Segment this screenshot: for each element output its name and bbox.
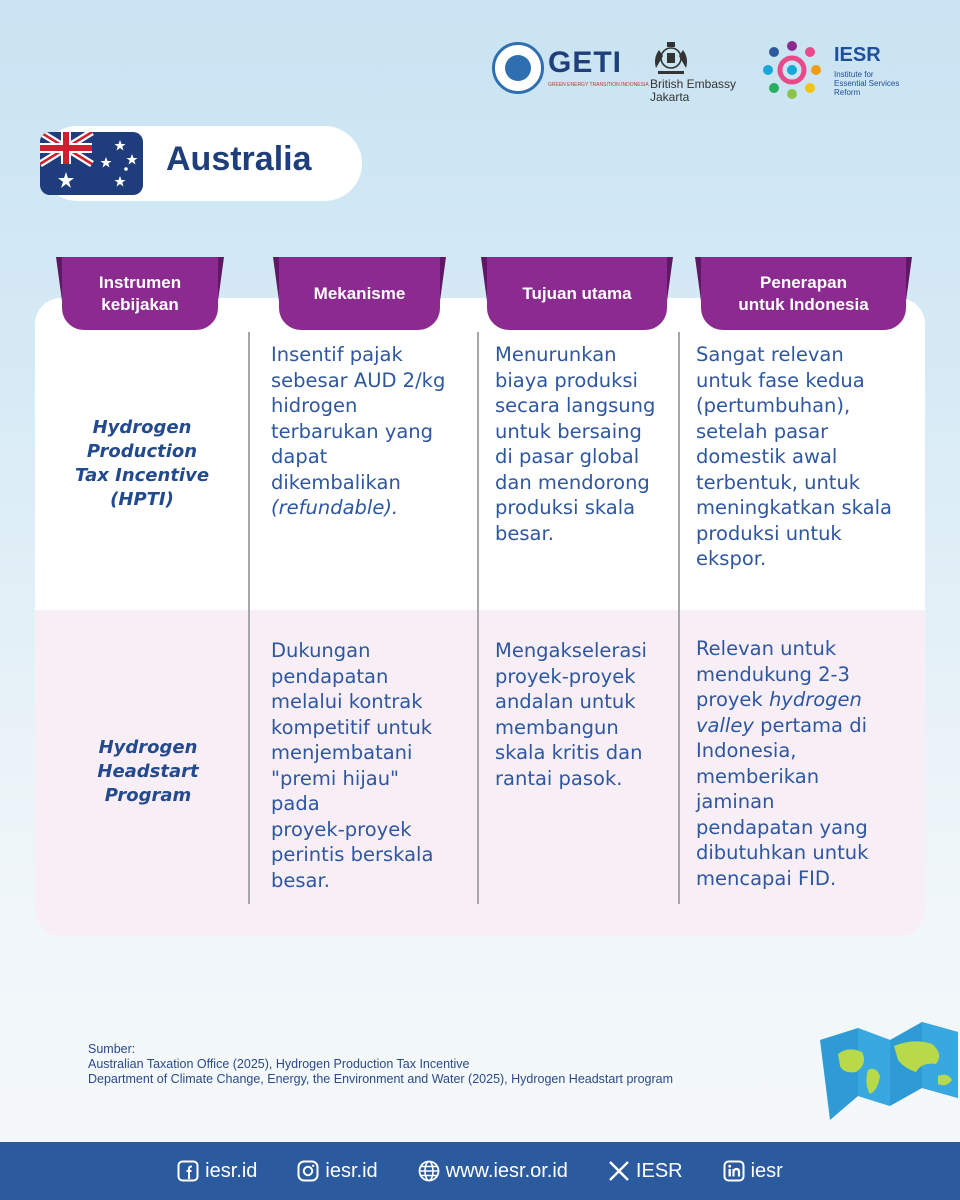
row-1-goal: Menurunkan biaya produksi secara langsung untuk bersaing di pasar global dan mendorong produksi skala besar.	[495, 343, 656, 545]
column-header-application: Penerapan untuk Indonesia	[701, 257, 906, 330]
footer-link-linkedin[interactable]: iesr	[723, 1160, 783, 1183]
column-divider	[678, 332, 680, 904]
x-icon	[608, 1160, 630, 1182]
column-divider	[248, 332, 250, 904]
linkedin-icon	[723, 1160, 745, 1182]
column-header-mechanism: Mekanisme	[279, 257, 440, 330]
footer-bar	[0, 1142, 960, 1200]
footer-link-website[interactable]: www.iesr.or.id	[418, 1160, 568, 1183]
globe-icon	[418, 1160, 440, 1182]
row-1-mechanism: Insentif pajak sebesar AUD 2/kg hidrogen terbarukan yang dapat dikembalikan (refundable).	[271, 343, 446, 519]
geti-logo-text: GETI	[548, 46, 623, 79]
row-1-application: Sangat relevan untuk fase kedua (pertumbuhan), setelah pasar domestik awal terbentuk, untuk meningkatkan skala produksi untuk ekspor.	[696, 343, 892, 570]
iesr-logo-icon	[760, 38, 824, 102]
british-embassy-logo: British Embassy Jakarta	[650, 77, 737, 104]
world-map-icon	[818, 1010, 960, 1128]
geti-logo-icon	[492, 42, 544, 94]
country-title: Australia	[166, 140, 312, 178]
partner-logos	[490, 38, 930, 108]
row-2-mechanism: Dukungan pendapatan melalui kontrak kompetitif untuk menjembatani "premi hijau" pada proyek-proyek perintis berskala besar.	[271, 639, 434, 892]
iesr-logo-subtitle: Institute for Essential Services Reform	[834, 70, 900, 97]
column-divider	[477, 332, 479, 904]
column-header-instrument: Instrumen kebijakan	[62, 257, 218, 330]
footer-link-x[interactable]: IESR	[608, 1160, 683, 1183]
instagram-icon	[297, 1160, 319, 1182]
row-2-application: Relevan untuk mendukung 2-3 proyek hydrogen valley pertama di Indonesia, memberikan jaminan pendapatan yang dibutuhkan untuk mencapai FID.	[696, 637, 869, 890]
iesr-logo-text: IESR	[834, 44, 881, 66]
footer-link-facebook[interactable]: iesr.id	[177, 1160, 257, 1183]
source-note: Sumber: Australian Taxation Office (2025), Hydrogen Production Tax Incentive Department of Climate Change, Energy, the Environment and Water (2025), Hydrogen Headstart program	[88, 1042, 674, 1086]
column-header-goal: Tujuan utama	[487, 257, 667, 330]
row-2-instrument: Hydrogen Headstart Program	[97, 737, 199, 806]
geti-logo-subtitle: GREEN ENERGY TRANSITION INDONESIA	[548, 82, 649, 88]
australia-flag-icon	[40, 132, 143, 195]
royal-crest-icon	[650, 40, 692, 76]
row-1-instrument: Hydrogen Production Tax Incentive (HPTI)	[74, 417, 210, 510]
facebook-icon	[177, 1160, 199, 1182]
footer-link-instagram[interactable]: iesr.id	[297, 1160, 377, 1183]
row-2-goal: Mengakselerasi proyek-proyek andalan untuk membangun skala kritis dan rantai pasok.	[495, 639, 647, 790]
